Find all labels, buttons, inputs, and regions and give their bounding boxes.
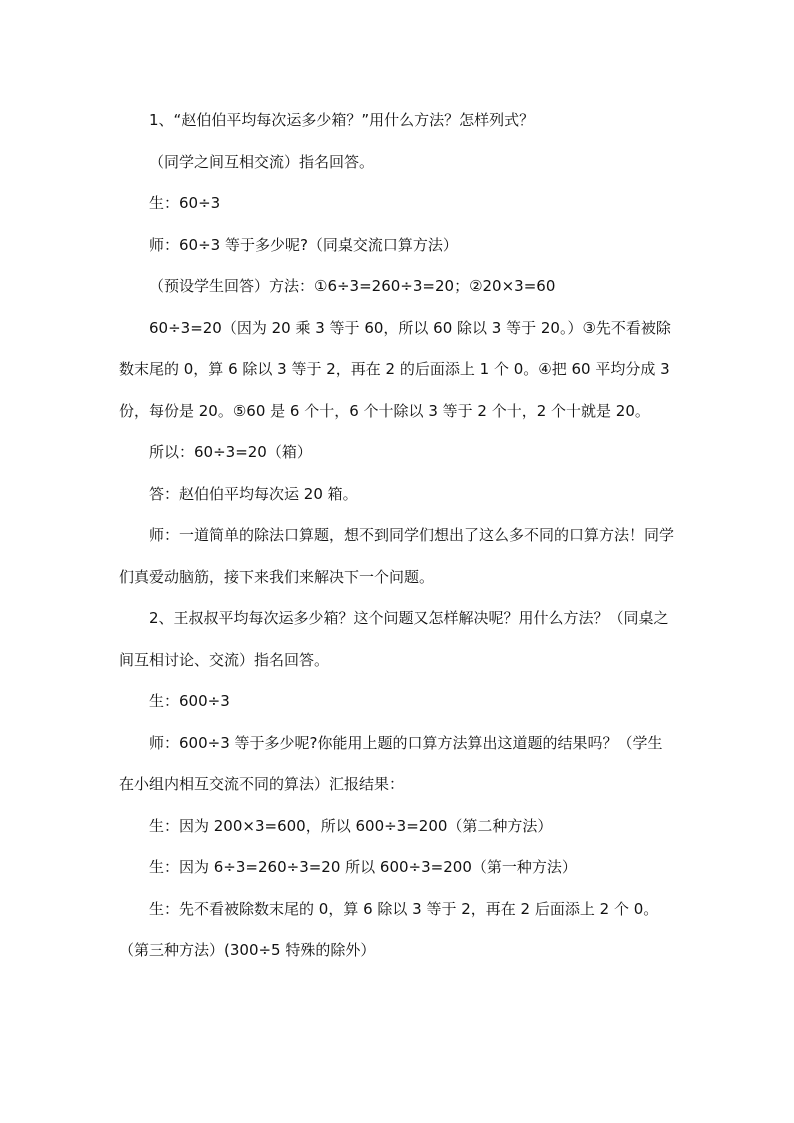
paragraph-question-1: 1、“赵伯伯平均每次运多少箱？”用什么方法？怎样列式？ [149, 111, 535, 129]
paragraph-exchange-1: （同学之间互相交流）指名回答。 [149, 152, 375, 171]
paragraph-method-third: 生：先不看被除数末尾的 0，算 6 除以 3 等于 2，再在 2 后面添上 2 个 0。（第三种方法）(300÷5 特殊的除外） [119, 899, 659, 959]
paragraph-student-answer-1: 生：60÷3 [149, 194, 221, 212]
paragraph-question-2: 2、王叔叔平均每次运多少箱？这个问题又怎样解决呢？用什么方法？（同桌之间互相讨论、交流）指名回答。 [119, 609, 669, 669]
paragraph-answer-1: 答：赵伯伯平均每次运 20 箱。 [149, 484, 358, 503]
paragraph-method-first: 生：因为 6÷3=260÷3=20 所以 600÷3=200（第一种方法） [149, 858, 577, 876]
paragraph-student-answer-2: 生：600÷3 [149, 692, 230, 710]
paragraph-teacher-comment: 师：一道简单的除法口算题，想不到同学们想出了这么多不同的口算方法！同学们真爱动脑筋，接下来我们来解决下一个问题。 [119, 526, 675, 586]
document-body [119, 100, 675, 972]
paragraph-teacher-question-1: 师：60÷3 等于多少呢?（同桌交流口算方法） [149, 235, 458, 254]
paragraph-teacher-question-2: 师：600÷3 等于多少呢?你能用上题的口算方法算出这道题的结果吗？（学生在小组内相互交流不同的算法）汇报结果： [119, 733, 663, 793]
paragraph-result-1: 所以：60÷3=20（箱） [149, 443, 312, 461]
paragraph-method-second: 生：因为 200×3=600，所以 600÷3=200（第二种方法） [149, 816, 553, 835]
paragraph-methods-1: （预设学生回答）方法：①6÷3=260÷3=20；②20×3=60 [149, 277, 556, 295]
paragraph-methods-detail: 60÷3=20（因为 20 乘 3 等于 60，所以 60 除以 3 等于 20。）③先不看被除数末尾的 0，算 6 除以 3 等于 2，再在 2 的后面添上 1 个 0。④把 60 平均分成 3 份，每份是 20。⑤60 是 6 个十，6 个十除以 3 等于 2 个十，2 个十就是 20。 [119, 318, 671, 420]
